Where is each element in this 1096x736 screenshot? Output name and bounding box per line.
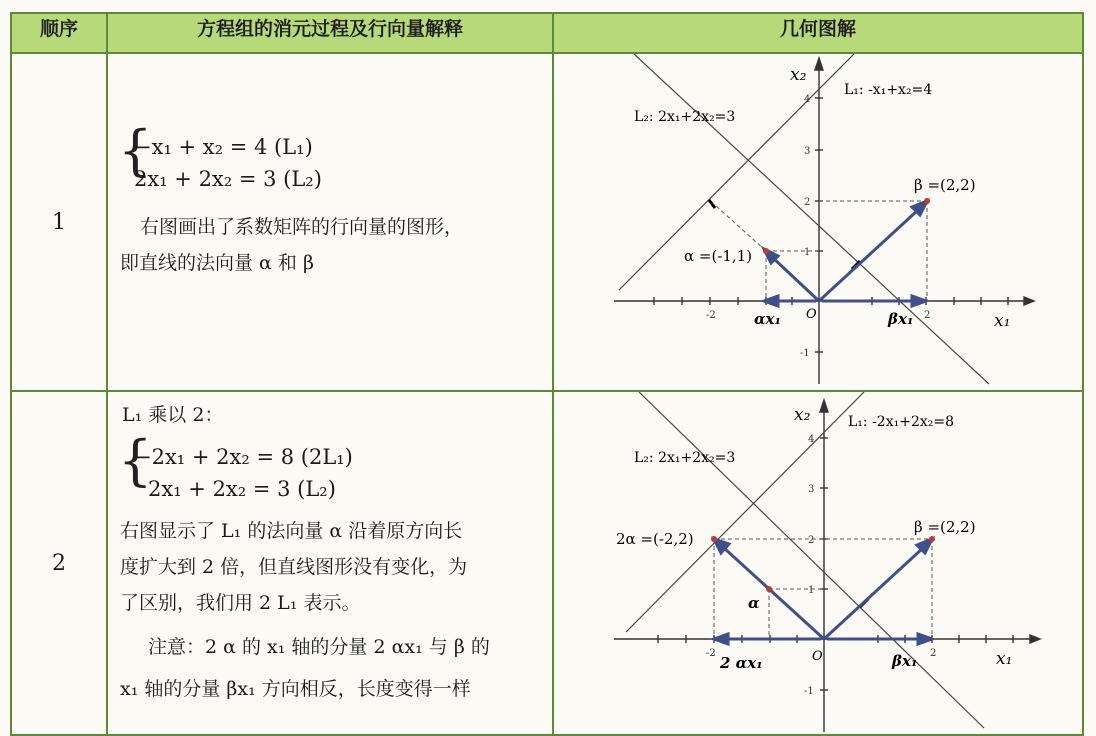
description-line: 注意：2 α 的 x₁ 轴的分量 2 αx₁ 与 β 的 (148, 636, 490, 658)
row-number: 2 (11, 391, 107, 735)
L2-label: L₂: 2x₁+2x₂=3 (634, 109, 736, 125)
beta-x1-arrowhead (918, 634, 932, 644)
svg-text:2: 2 (804, 197, 811, 208)
svg-text:-1: -1 (800, 348, 810, 359)
graph-cell (553, 391, 1083, 735)
row-number: 1 (11, 53, 107, 391)
svg-text:-2: -2 (706, 310, 716, 321)
svg-text:1: 1 (808, 585, 815, 596)
equation-1: −x₁ + x₂ = 4 (L₁) (134, 135, 313, 159)
two-alpha-x1-label: 2 αx₁ (720, 654, 763, 672)
beta-point (924, 198, 930, 204)
alpha-point (766, 586, 772, 592)
table-row (11, 391, 1083, 735)
alpha-x1-label: αx₁ (754, 310, 782, 328)
x2-axis-label: x₂ (790, 65, 807, 85)
svg-text:3: 3 (804, 146, 811, 157)
two-alpha-label: 2α =(-2,2) (616, 530, 694, 548)
equation-2: 2x₁ + 2x₂ = 3 (L₂) (148, 477, 336, 501)
x-axis-arrow (1030, 635, 1040, 643)
beta-x1-label: βx₁ (892, 652, 918, 670)
description-line: 了区别，我们用 2 L₁ 表示。 (120, 592, 361, 614)
origin-label: O (806, 307, 817, 322)
system-brace: { (118, 429, 153, 492)
L2-label: L₂: 2x₁+2x₂=3 (634, 450, 736, 466)
beta-label: β =(2,2) (914, 518, 976, 536)
line-L2 (634, 54, 989, 384)
graph-1 (554, 54, 1084, 392)
svg-text:4: 4 (808, 434, 815, 445)
y-axis-arrow (820, 400, 828, 412)
svg-text:1: 1 (804, 247, 811, 258)
x1-axis-label: x₁ (994, 311, 1011, 331)
graph-cell (553, 53, 1083, 391)
process-cell (107, 391, 553, 735)
description-line: 右图显示了 L₁ 的法向量 α 沿着原方向长 (120, 520, 463, 542)
svg-text:2: 2 (808, 535, 815, 546)
alpha-label: α =(-1,1) (684, 247, 753, 265)
process-cell (107, 53, 553, 391)
beta-vector (819, 210, 918, 301)
x-axis-arrow (1024, 297, 1034, 305)
header-geometry: 几何图解 (553, 13, 1083, 53)
y-axis-arrow (815, 58, 823, 70)
table-row (11, 53, 1083, 391)
description-line: 度扩大到 2 倍，但直线图形没有变化，为 (120, 556, 468, 578)
two-alpha-point (711, 536, 717, 542)
svg-text:-1: -1 (804, 686, 814, 697)
beta-x1-arrowhead (912, 296, 926, 306)
line-L1 (626, 392, 864, 632)
graph-2 (554, 392, 1084, 736)
header-order: 顺序 (11, 13, 107, 53)
row2-title: L₁ 乘以 2： (122, 404, 224, 426)
beta-vector (824, 548, 923, 639)
equation-1: −2x₁ + 2x₂ = 8 (2L₁) (134, 445, 353, 469)
svg-text:-2: -2 (706, 648, 716, 659)
svg-text:3: 3 (808, 484, 815, 495)
beta-label: β =(2,2) (914, 176, 976, 194)
description-line: x₁ 轴的分量 βx₁ 方向相反，长度变得一样 (120, 678, 471, 700)
two-alpha-x1-arrowhead (714, 634, 728, 644)
explanation-table (10, 12, 1084, 736)
beta-point (929, 536, 935, 542)
beta-x1-label: βx₁ (888, 310, 914, 328)
svg-text:2: 2 (924, 310, 931, 321)
equation-2: 2x₁ + 2x₂ = 3 (L₂) (134, 167, 322, 191)
header-process: 方程组的消元过程及行向量解释 (107, 13, 553, 53)
origin-label: O (812, 649, 823, 664)
description-line: 即直线的法向量 α 和 β (120, 252, 314, 274)
description-line: 右图画出了系数矩阵的行向量的图形， (140, 216, 464, 238)
L1-label: L₁: -2x₁+2x₂=8 (848, 414, 955, 430)
system-brace: { (118, 119, 153, 182)
L1-label: L₁: -x₁+x₂=4 (844, 82, 933, 98)
alpha-label: α (748, 594, 760, 612)
alpha-point (763, 248, 769, 254)
table-header-row (11, 13, 1083, 53)
x2-axis-label: x₂ (794, 405, 811, 425)
svg-text:4: 4 (804, 94, 811, 105)
svg-text:2: 2 (930, 648, 937, 659)
x1-axis-label: x₁ (996, 649, 1013, 669)
